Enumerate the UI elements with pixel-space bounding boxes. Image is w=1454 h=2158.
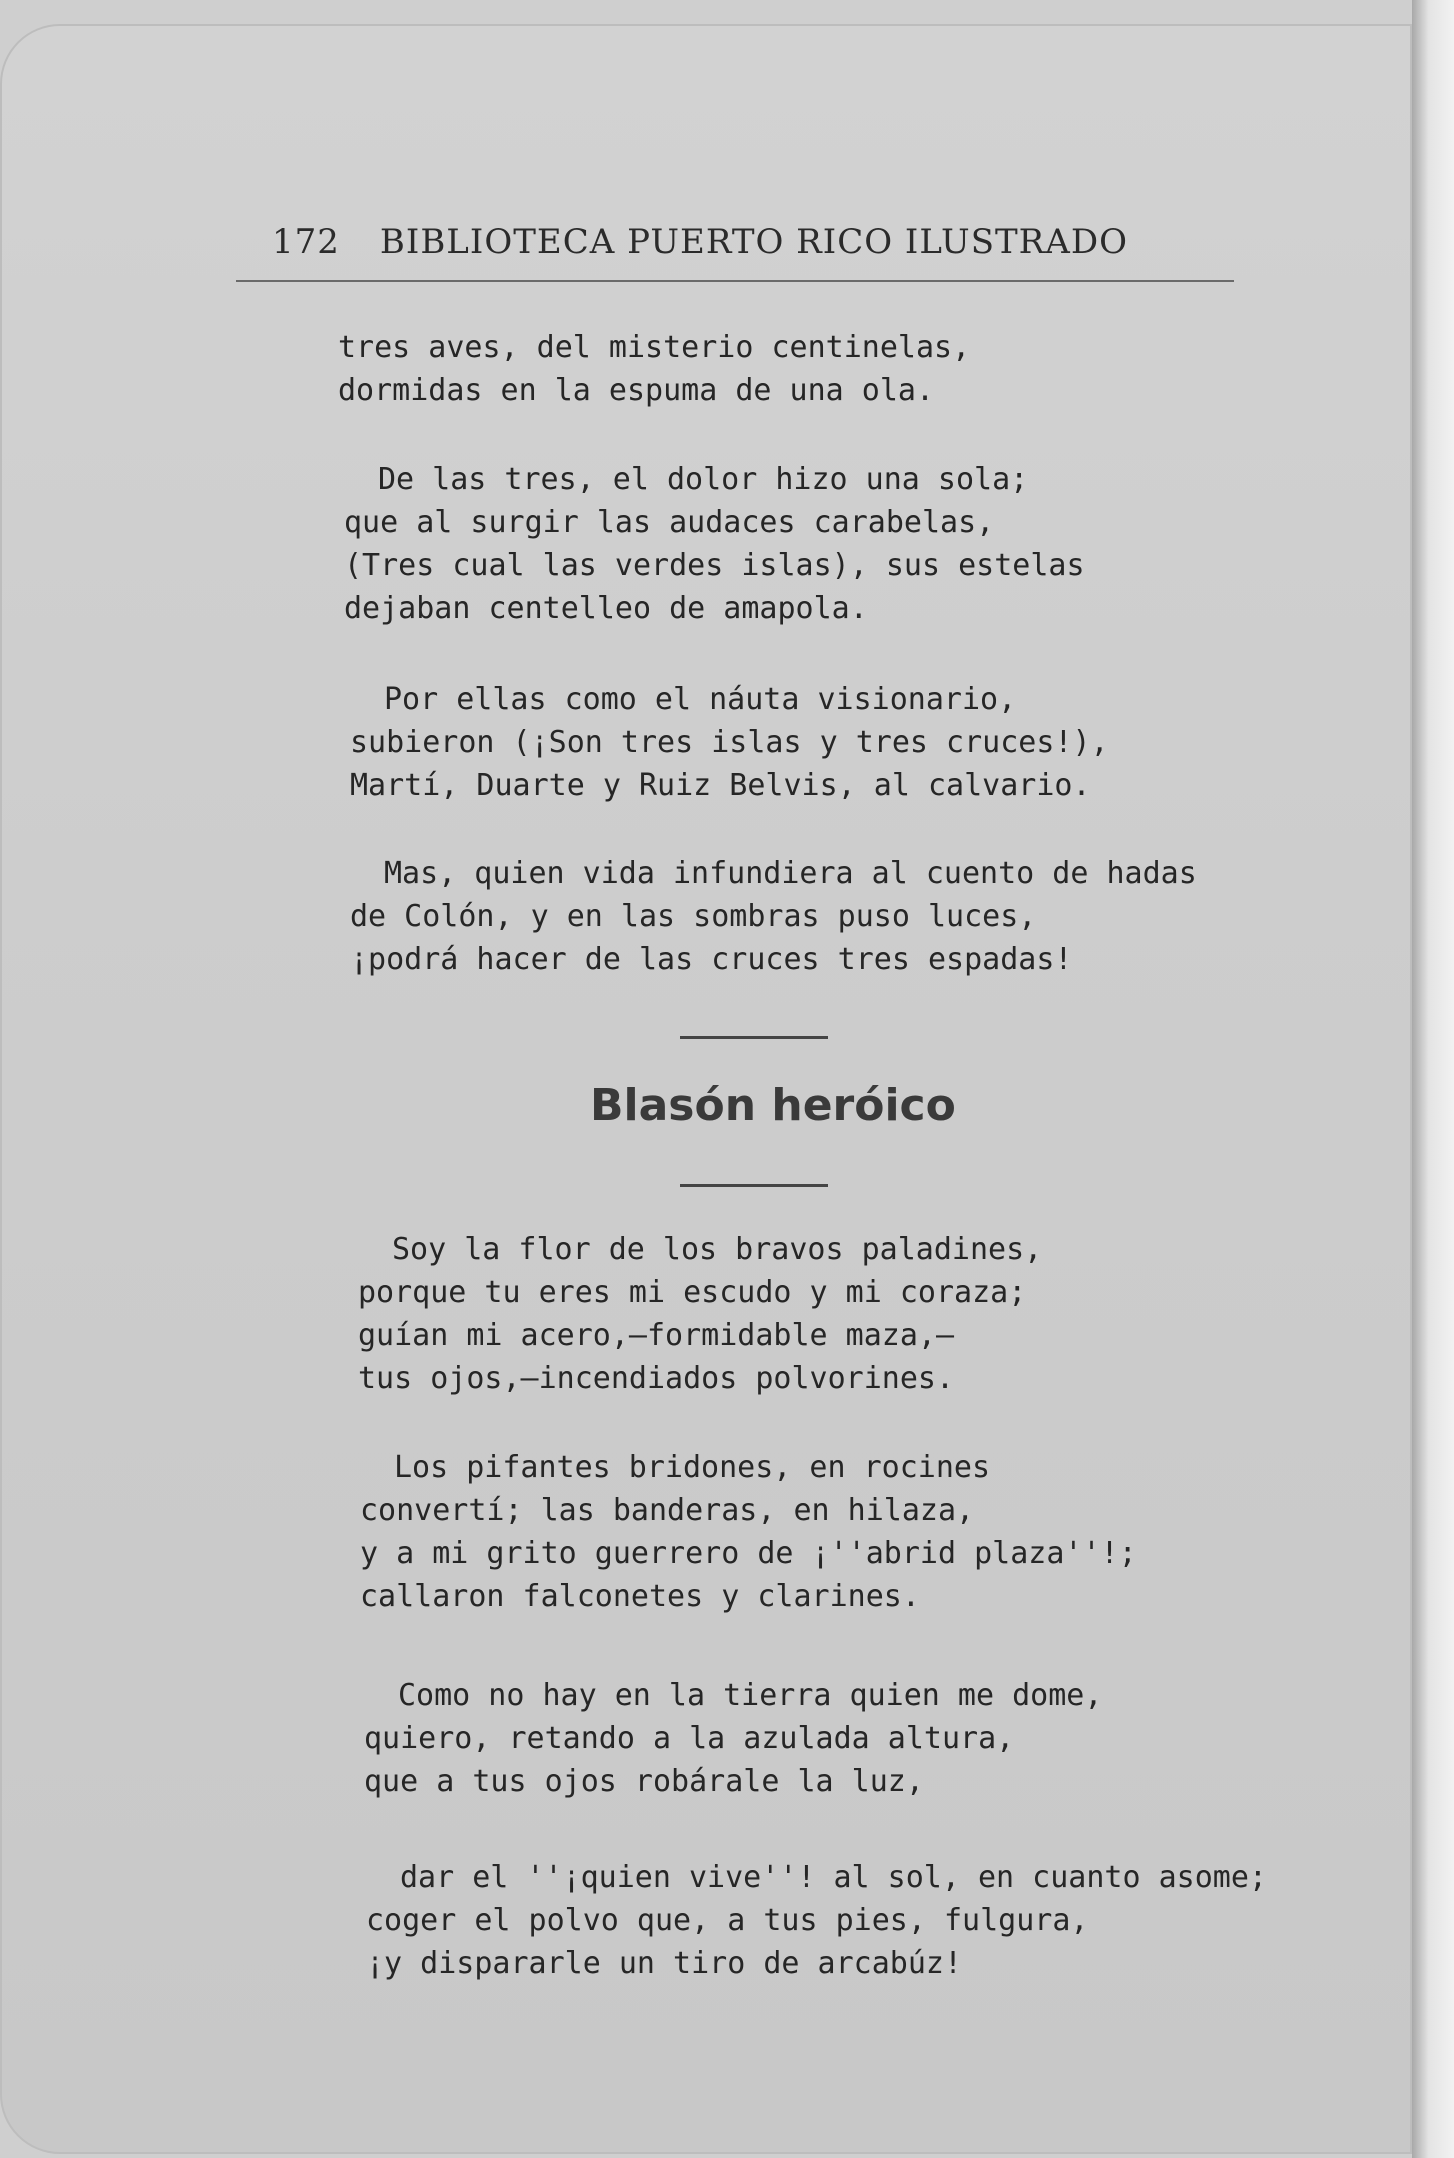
verse-line: tus ojos,—incendiados polvorines. <box>358 1361 955 1396</box>
verse-line: De las tres, el dolor hizo una sola; <box>378 462 1029 497</box>
poem-title: Blasón heróico <box>590 1080 956 1131</box>
verse-line: subieron (¡Son tres islas y tres cruces!), <box>350 725 1109 760</box>
verse-line: (Tres cual las verdes islas), sus estelas <box>344 548 1085 583</box>
stanza <box>344 458 1085 630</box>
verse-line: ¡y dispararle un tiro de arcabúz! <box>366 1946 963 1981</box>
header-rule <box>236 280 1234 282</box>
verse-line: convertí; las banderas, en hilaza, <box>360 1493 975 1528</box>
stanza <box>366 1856 1267 1985</box>
verse-line: Los pifantes bridones, en rocines <box>394 1450 991 1485</box>
stanza <box>350 678 1109 807</box>
verse-line: porque tu eres mi escudo y mi coraza; <box>358 1275 1027 1310</box>
stanza <box>364 1674 1102 1803</box>
ornament-rule <box>680 1036 828 1039</box>
verse-line: dejaban centelleo de amapola. <box>344 591 868 626</box>
verse-line: quiero, retando a la azulada altura, <box>364 1721 1015 1756</box>
running-header <box>272 222 1232 272</box>
page-edge <box>1412 0 1454 2158</box>
verse-line: Soy la flor de los bravos paladines, <box>392 1232 1043 1267</box>
verse-line: Por ellas como el náuta visionario, <box>384 682 1017 717</box>
verse-line: callaron falconetes y clarines. <box>360 1579 920 1614</box>
verse-line: Martí, Duarte y Ruiz Belvis, al calvario. <box>350 768 1091 803</box>
stanza <box>350 852 1197 981</box>
verse-line: dar el ''¡quien vive''! al sol, en cuanto asome; <box>400 1860 1267 1895</box>
stanza <box>358 1228 1042 1400</box>
stanza <box>360 1446 1137 1618</box>
page-number: 172 <box>272 222 340 262</box>
verse-line: que a tus ojos robárale la luz, <box>364 1764 924 1799</box>
ornament-rule <box>680 1184 828 1187</box>
verse-line: guían mi acero,—formidable maza,— <box>358 1318 955 1353</box>
verse-line: Como no hay en la tierra quien me dome, <box>398 1678 1103 1713</box>
verse-line: ¡podrá hacer de las cruces tres espadas! <box>350 942 1073 977</box>
verse-line: que al surgir las audaces carabelas, <box>344 505 995 540</box>
verse-line: y a mi grito guerrero de ¡''abrid plaza''!; <box>360 1536 1137 1571</box>
running-title: BIBLIOTECA PUERTO RICO ILUSTRADO <box>379 222 1128 262</box>
verse-line: coger el polvo que, a tus pies, fulgura, <box>366 1903 1089 1938</box>
verse-line: de Colón, y en las sombras puso luces, <box>350 899 1037 934</box>
verse-line: dormidas en la espuma de una ola. <box>338 373 935 408</box>
verse-line: tres aves, del misterio centinelas, <box>338 330 971 365</box>
verse-line: Mas, quien vida infundiera al cuento de hadas <box>384 856 1197 891</box>
stanza <box>338 326 970 412</box>
